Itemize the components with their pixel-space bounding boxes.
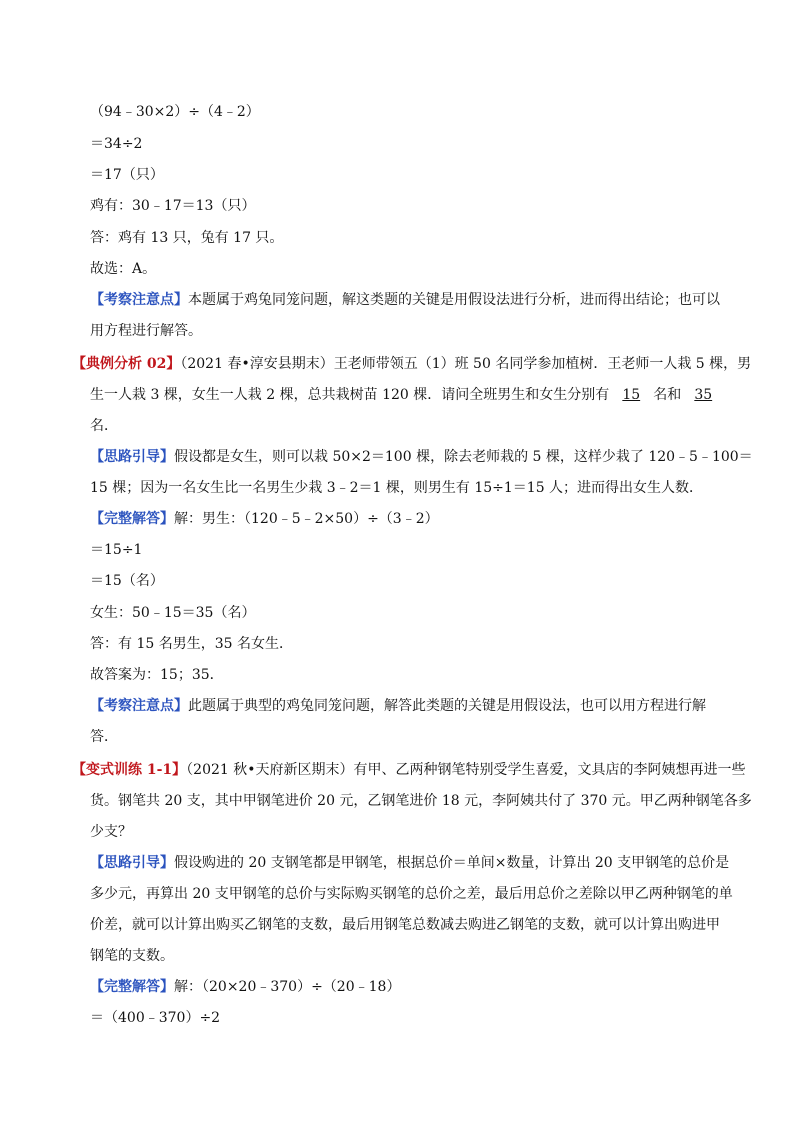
- exercise-heading: 【变式训练 1-1】（2021 秋•天府新区期末）有甲、乙两种钢笔特别受学生喜爱，文具店的李阿姨想再进一些: [72, 762, 746, 778]
- solution-tag: 【完整解答】: [90, 979, 174, 995]
- solution-heading: 【完整解答】解：（20×20﹣370）÷（20﹣18）: [90, 979, 401, 995]
- example-heading: 【典例分析 02】（2021 春•淳安县期末）王老师带领五（1）班 50 名同学参加植树．王老师一人栽 5 棵，男: [72, 356, 752, 372]
- hint-paragraph-cont: 钢笔的支数。: [90, 948, 174, 964]
- hint-paragraph-cont: 多少元，再算出 20 支甲钢笔的总价与实际购买钢笔的总价之差，最后用总价之差除以甲乙两种钢笔的单: [90, 886, 733, 902]
- calc-line: ＝15÷1: [90, 542, 143, 558]
- note-paragraph-cont: 答．: [90, 729, 118, 745]
- hint-paragraph-cont: 价差，就可以计算出购买乙钢笔的支数，最后用钢笔总数减去购进乙钢笔的支数，就可以计算出购进甲: [90, 917, 720, 933]
- calc-line: 女生：50﹣15＝35（名）: [90, 605, 256, 621]
- hint-paragraph: 【思路引导】假设购进的 20 支钢笔都是甲钢笔，根据总价＝单间×数量，计算出 20 支甲钢笔的总价是: [90, 855, 730, 871]
- example-tag: 【典例分析 02】: [72, 356, 181, 372]
- answer-line: 答：有 15 名男生，35 名女生．: [90, 636, 293, 652]
- note-paragraph-cont: 用方程进行解答。: [90, 323, 202, 339]
- note-tag: 【考察注意点】: [90, 292, 188, 308]
- calc-line: ＝15（名）: [90, 573, 164, 589]
- calc-line: 鸡有：30﹣17＝13（只）: [90, 198, 256, 214]
- calc-line: ＝17（只）: [90, 167, 164, 183]
- exercise-tag: 【变式训练 1-1】: [72, 762, 187, 778]
- hint-paragraph-cont: 15 棵；因为一名女生比一名男生少栽 3﹣2＝1 棵，则男生有 15÷1＝15 人；进而得出女生人数．: [90, 480, 704, 496]
- choice-line: 故选：A。: [90, 261, 157, 277]
- hint-tag: 【思路引导】: [90, 449, 174, 465]
- calc-line: ＝34÷2: [90, 136, 143, 152]
- example-question: 生一人栽 3 棵，女生一人栽 2 棵，总共栽树苗 120 棵．请问全班男生和女生分别有 15 名和 35: [90, 385, 726, 405]
- example-question-cont: 名．: [90, 418, 118, 434]
- calc-line: ＝（400﹣370）÷2: [90, 1010, 221, 1026]
- exercise-question-cont: 少支？: [90, 824, 132, 840]
- solution-heading: 【完整解答】解：男生：（120﹣5﹣2×50）÷（3﹣2）: [90, 511, 439, 527]
- final-answer-line: 故答案为：15；35．: [90, 667, 224, 683]
- note-tag: 【考察注意点】: [90, 698, 188, 714]
- answer-blank-boys: 15: [622, 387, 641, 403]
- answer-line: 答：鸡有 13 只，兔有 17 只。: [90, 230, 284, 246]
- hint-tag: 【思路引导】: [90, 855, 174, 871]
- note-paragraph: 【考察注意点】本题属于鸡兔同笼问题，解这类题的关键是用假设法进行分析，进而得出结论；也可以: [90, 292, 720, 308]
- solution-tag: 【完整解答】: [90, 511, 174, 527]
- calc-line: （94﹣30×2）÷（4﹣2）: [90, 104, 260, 120]
- hint-paragraph: 【思路引导】假设都是女生，则可以栽 50×2＝100 棵，除去老师栽的 5 棵，这样少栽了 120﹣5﹣100＝: [90, 449, 753, 465]
- note-paragraph: 【考察注意点】此题属于典型的鸡兔同笼问题，解答此类题的关键是用假设法，也可以用方程进行解: [90, 698, 706, 714]
- answer-blank-girls: 35: [694, 387, 713, 403]
- exercise-question: 货。钢笔共 20 支，其中甲钢笔进价 20 元，乙钢笔进价 18 元，李阿姨共付了 370 元。甲乙两种钢笔各多: [90, 793, 752, 809]
